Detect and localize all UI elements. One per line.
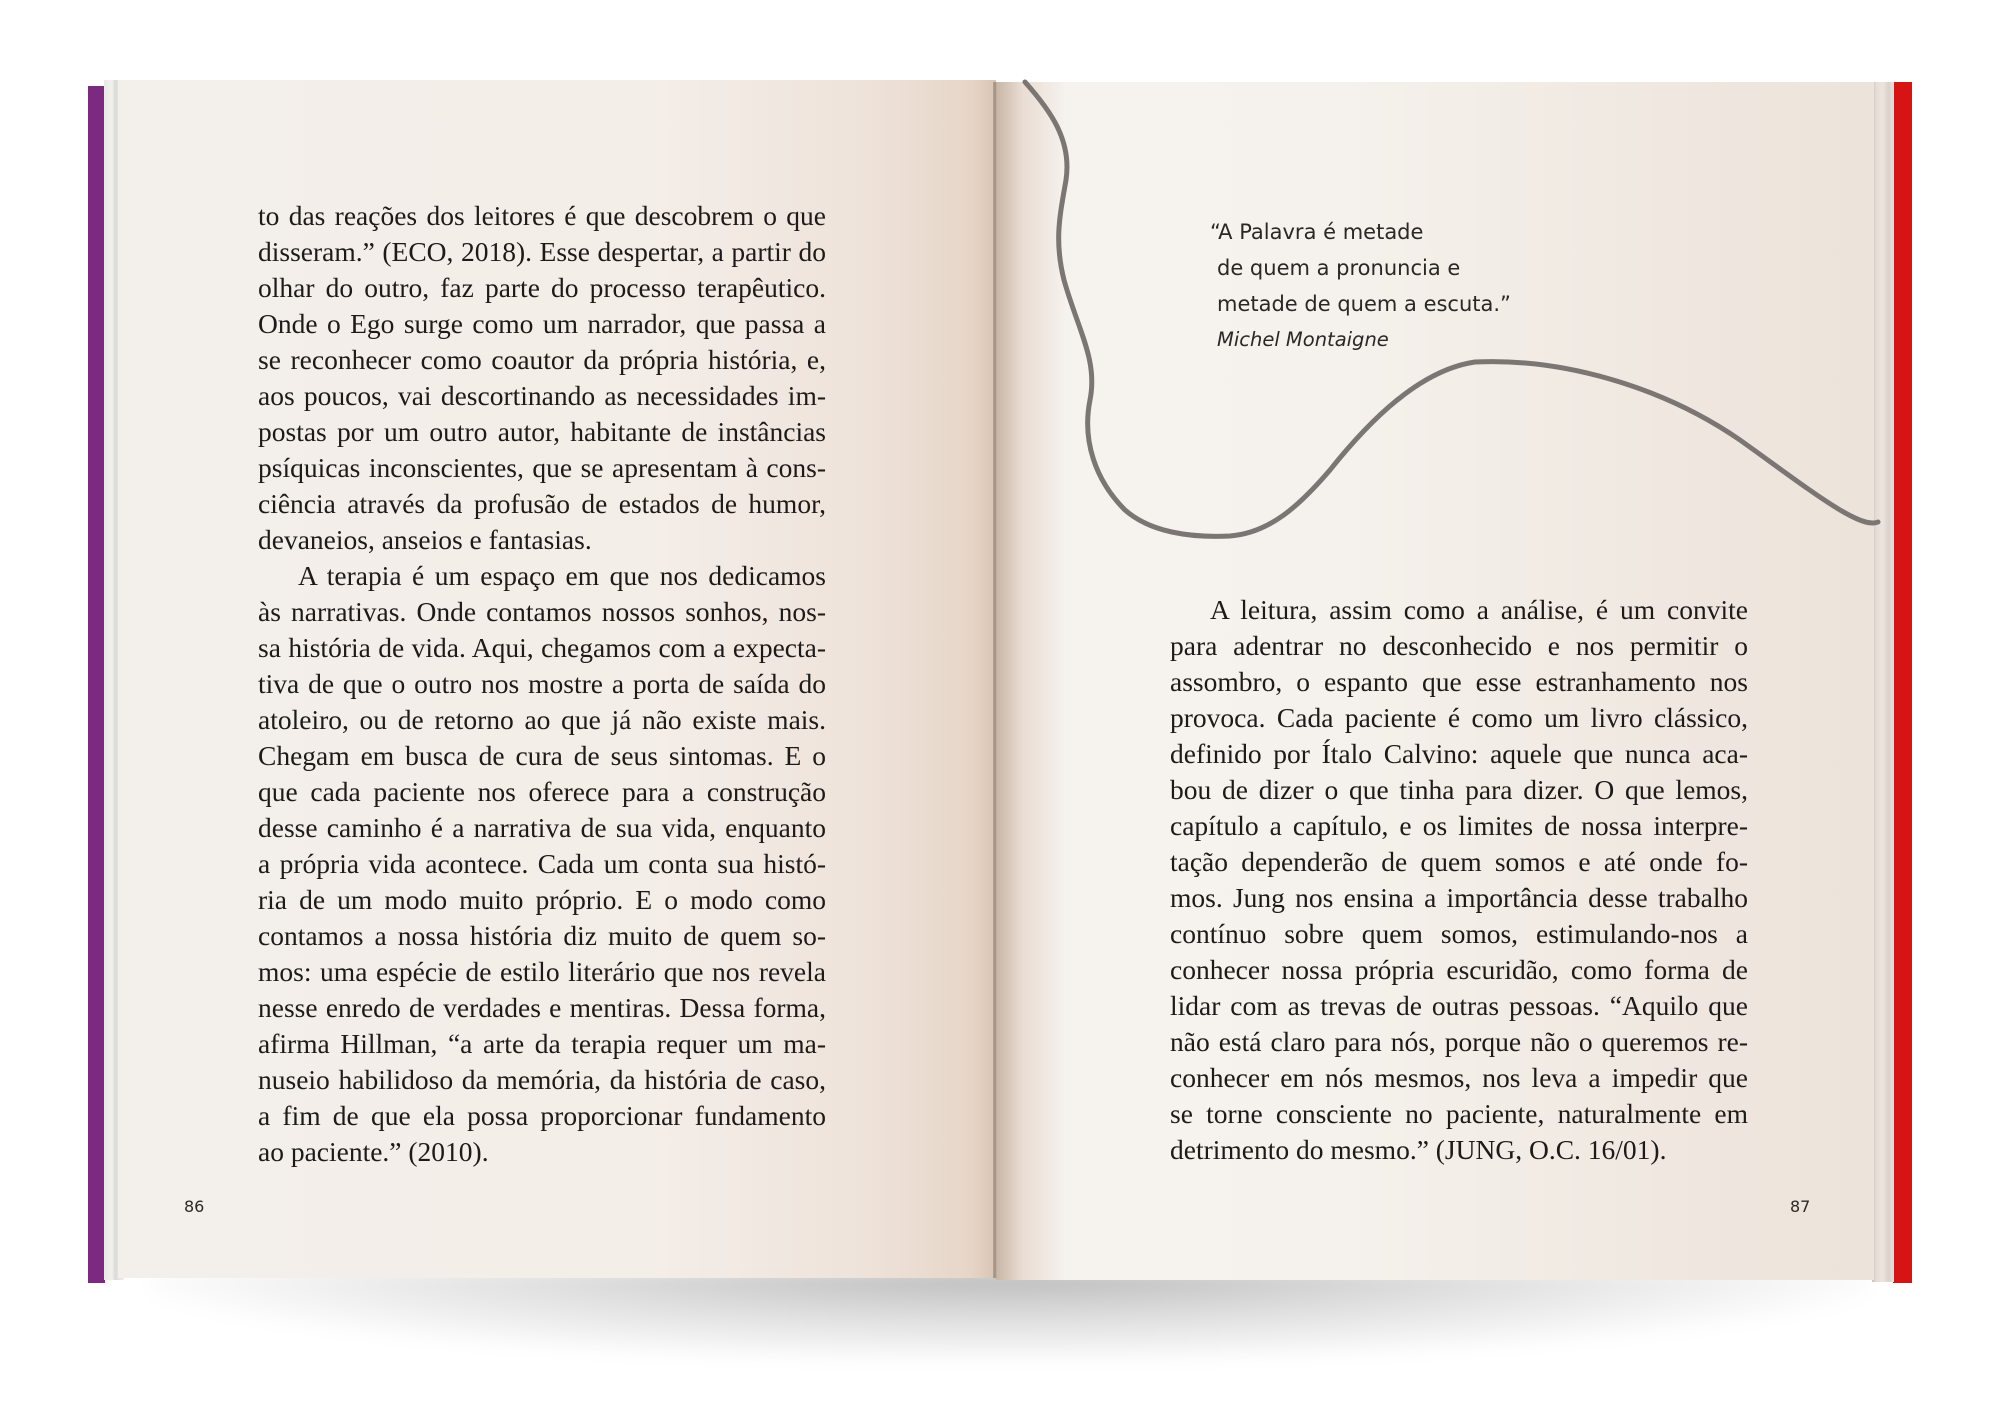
text-line: Chegam em busca de cura de seus sintomas. E o xyxy=(258,740,826,771)
text-line: postas por um outro autor, habitante de instâncias xyxy=(258,416,826,447)
text-line: a própria vida acontece. Cada um conta sua histó- xyxy=(258,848,826,879)
text-line: afirma Hillman, “a arte da terapia requer um ma- xyxy=(258,1028,826,1059)
text-line: nuseio habilidoso da memória, da história de caso, xyxy=(258,1064,826,1095)
text-line: às narrativas. Onde contamos nossos sonhos, nos- xyxy=(258,596,826,627)
page-number-right: 87 xyxy=(1790,1197,1811,1216)
text-line: ao paciente.” (2010). xyxy=(258,1136,489,1167)
text-line: mos. Jung nos ensina a importância desse trabalho xyxy=(1170,882,1748,913)
text-line: aos poucos, vai descortinando as necessidades im- xyxy=(258,380,826,411)
text-line: conhecer em nós mesmos, nos leva a impedir que xyxy=(1170,1062,1748,1093)
text-line: Onde o Ego surge como um narrador, que passa a xyxy=(258,308,826,339)
text-line: A leitura, assim como a análise, é um convite xyxy=(1210,594,1748,625)
text-line: lidar com as trevas de outras pessoas. “Aquilo que xyxy=(1170,990,1748,1021)
text-line: contínuo sobre quem somos, estimulando-nos a xyxy=(1170,918,1748,949)
text-line: para adentrar no desconhecido e nos permitir o xyxy=(1170,630,1748,661)
text-line: assombro, o espanto que esse estranhamento nos xyxy=(1170,666,1748,697)
text-line: nesse enredo de verdades e mentiras. Dessa forma, xyxy=(258,992,826,1023)
epigraph-line: “A Palavra é metade xyxy=(1210,220,1424,244)
epigraph-author: Michel Montaigne xyxy=(1217,328,1389,351)
right-page-body-text xyxy=(1170,592,1748,1168)
text-line: que cada paciente nos oferece para a construção xyxy=(258,776,826,807)
text-line: disseram.” (ECO, 2018). Esse despertar, a partir do xyxy=(258,236,826,267)
text-line: definido por Ítalo Calvino: aquele que nunca aca- xyxy=(1170,738,1748,769)
epigraph-line: de quem a pronuncia e xyxy=(1217,256,1461,280)
text-line: sa história de vida. Aqui, chegamos com a expecta- xyxy=(258,632,826,663)
text-line: olhar do outro, faz parte do processo terapêutico. xyxy=(258,272,826,303)
text-line: não está claro para nós, porque não o queremos re- xyxy=(1170,1026,1748,1057)
text-line: capítulo a capítulo, e os limites de nossa interpre- xyxy=(1170,810,1748,841)
text-line: se torne consciente no paciente, naturalmente em xyxy=(1170,1098,1748,1129)
text-line: contamos a nossa história diz muito de quem so- xyxy=(258,920,826,951)
text-line: a fim de que ela possa proporcionar fundamento xyxy=(258,1100,826,1131)
text-line: to das reações dos leitores é que descobrem o que xyxy=(258,200,826,231)
epigraph-quote xyxy=(1210,214,1511,358)
text-line: devaneios, anseios e fantasias. xyxy=(258,524,592,555)
text-line: ria de um modo muito próprio. E o modo como xyxy=(258,884,826,915)
text-line: se reconhecer como coautor da própria história, e, xyxy=(258,344,826,375)
text-line: desse caminho é a narrativa de sua vida, enquanto xyxy=(258,812,826,843)
page-number-left: 86 xyxy=(184,1197,205,1216)
left-page-body-text xyxy=(258,198,826,1170)
text-line: provoca. Cada paciente é como um livro clássico, xyxy=(1170,702,1748,733)
text-line: tação dependerão de quem somos e até onde fo- xyxy=(1170,846,1748,877)
text-line: mos: uma espécie de estilo literário que nos revela xyxy=(258,956,826,987)
epigraph-line: metade de quem a escuta.” xyxy=(1217,292,1511,316)
text-line: atoleiro, ou de retorno ao que já não existe mais. xyxy=(258,704,826,735)
text-line: conhecer nossa própria escuridão, como forma de xyxy=(1170,954,1748,985)
text-line: tiva de que o outro nos mostre a porta de saída do xyxy=(258,668,826,699)
text-line: psíquicas inconscientes, que se apresentam à cons- xyxy=(258,452,826,483)
text-line: detrimento do mesmo.” (JUNG, O.C. 16/01). xyxy=(1170,1134,1667,1165)
text-line: bou de dizer o que tinha para dizer. O que lemos, xyxy=(1170,774,1748,805)
text-line: ciência através da profusão de estados de humor, xyxy=(258,488,826,519)
text-line: A terapia é um espaço em que nos dedicamos xyxy=(298,560,826,591)
